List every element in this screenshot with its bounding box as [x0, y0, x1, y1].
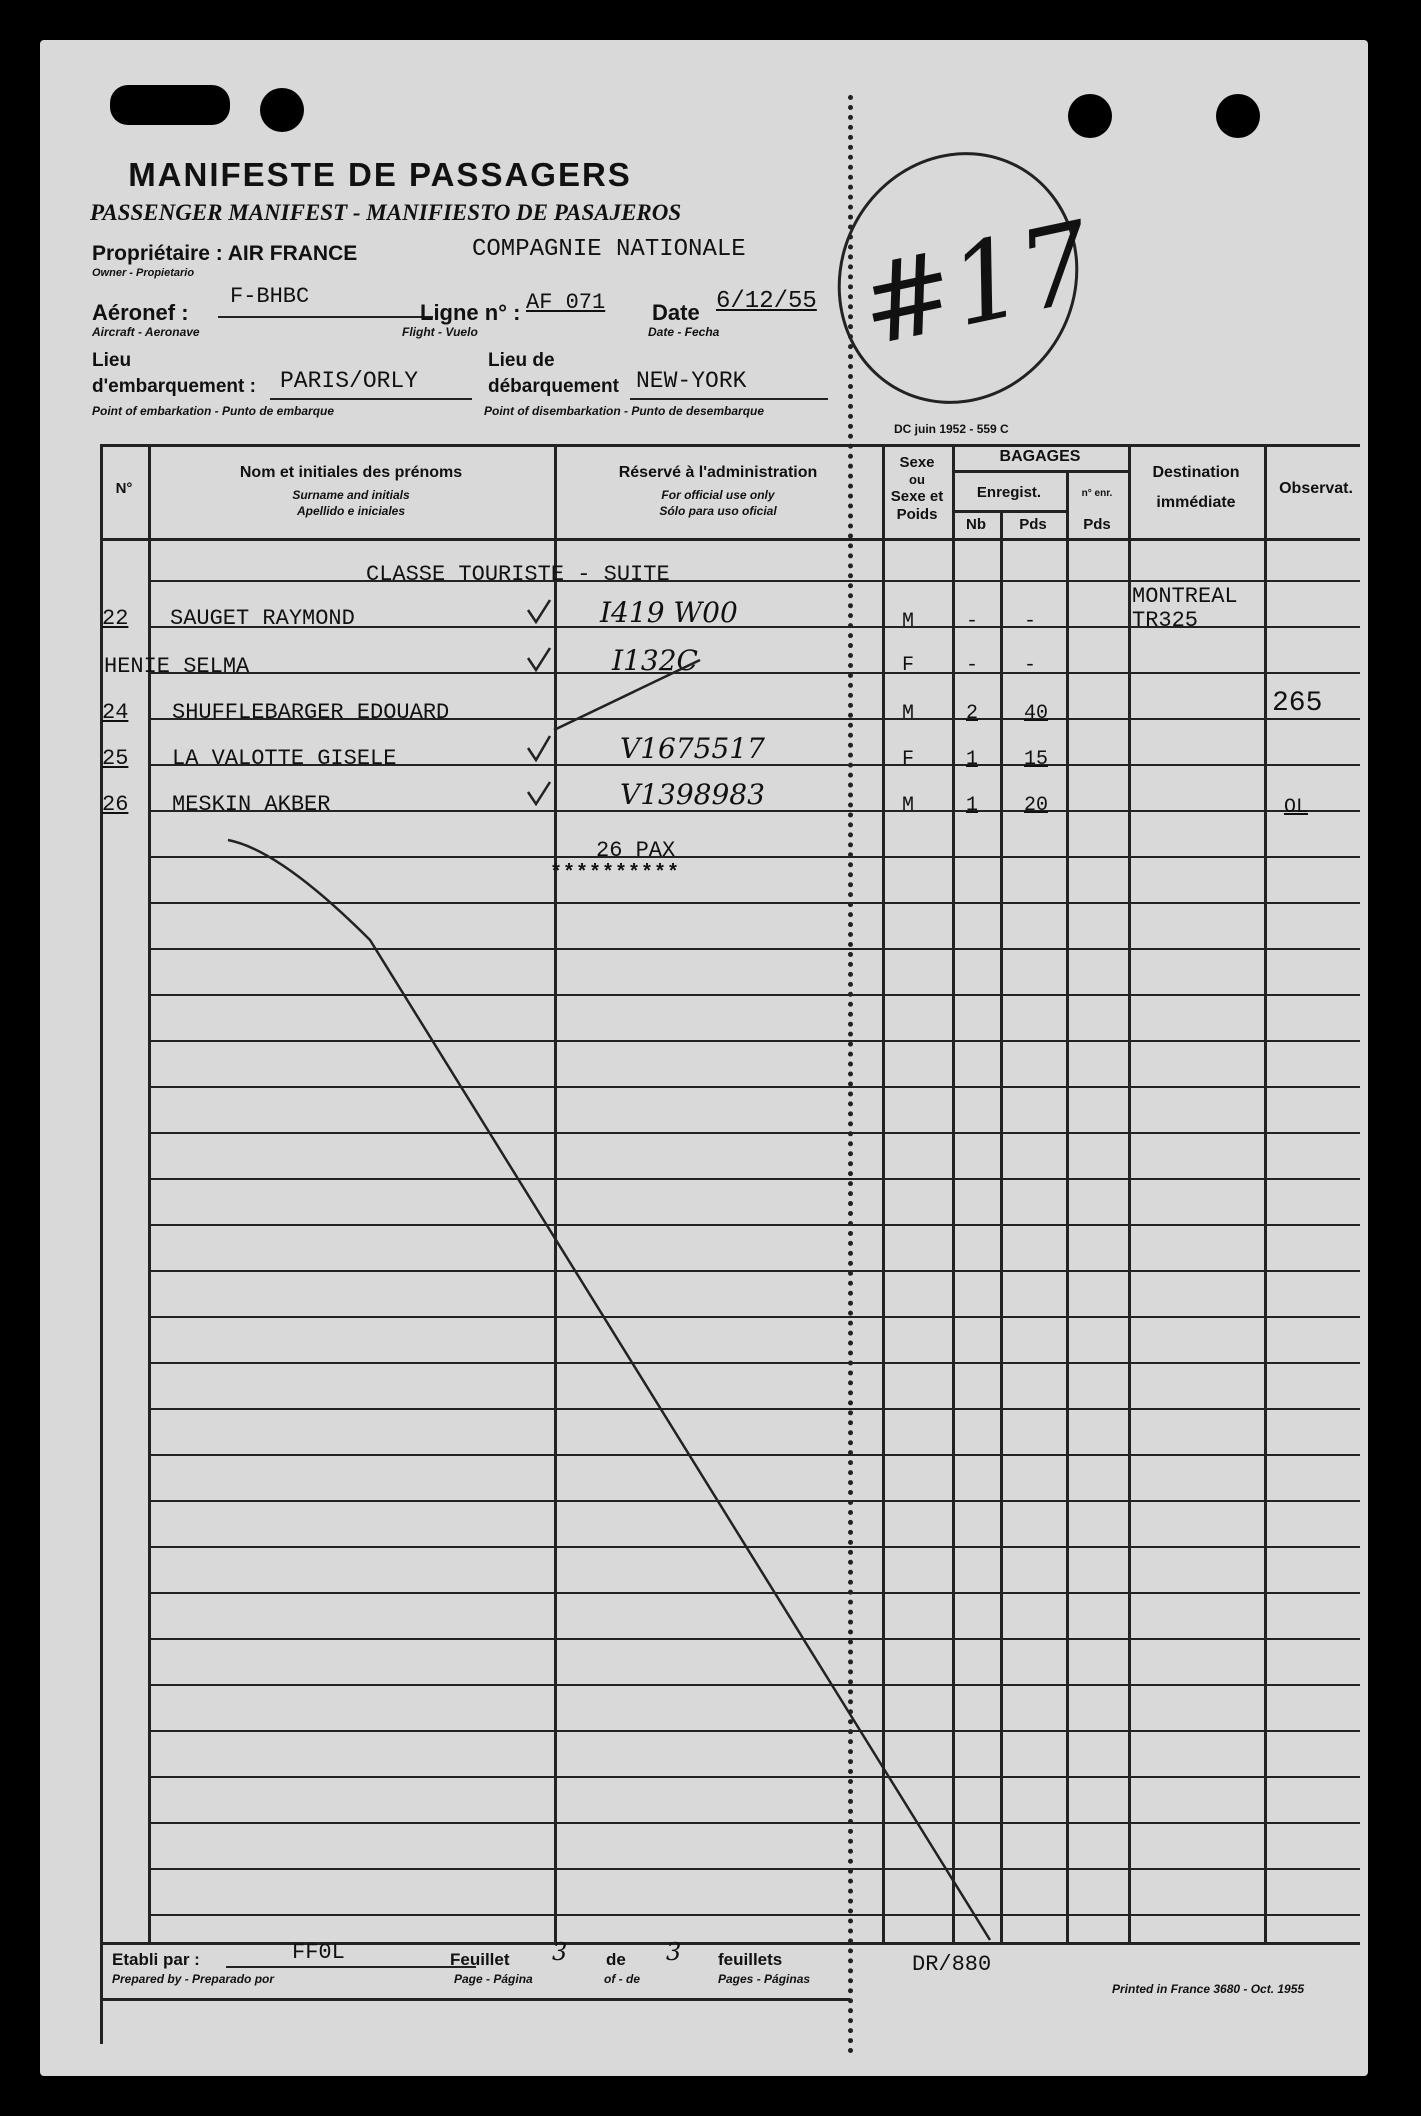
aircraft-sub: Aircraft - Aeronave [92, 325, 200, 339]
embark-sub: Point of embarkation - Punto de embarque [92, 404, 335, 418]
col-header-obs: Observat. [1279, 480, 1353, 497]
diagonal-strike-line [228, 840, 990, 1940]
section-label: CLASSE TOURISTE - SUITE [366, 562, 670, 587]
row-no: 26 [102, 792, 129, 817]
col-header-dest-2: immédiate [1156, 494, 1236, 511]
row-admin: V1675517 [620, 732, 765, 765]
row-pds: 40 [1024, 702, 1049, 725]
page-subtitle: PASSENGER MANIFEST - MANIFIESTO DE PASAJEROS [90, 200, 682, 225]
row-no: 25 [102, 746, 129, 771]
of-sub: of - de [604, 1972, 640, 1986]
date-value: 6/12/55 [716, 288, 817, 315]
row-dest-2: TR325 [1132, 608, 1199, 633]
row-sex: F [902, 748, 915, 771]
embark-label-1: Lieu [92, 350, 132, 371]
col-header-name-sub1: Surname and initials [292, 488, 410, 502]
row-pds: 15 [1024, 748, 1049, 771]
col-header-nenr: n° enr. [1081, 488, 1113, 499]
date-label: Date [652, 300, 700, 325]
row-sex: F [902, 654, 915, 677]
col-header-admin: Réservé à l'administration [618, 464, 818, 481]
sheets-label: feuillets [718, 1950, 783, 1969]
reference-number: DR/880 [912, 1952, 992, 1977]
form-code: DC juin 1952 - 559 C [894, 422, 1009, 436]
row-sex: M [902, 794, 915, 817]
row-nb: - [966, 610, 979, 633]
col-header-dest-1: Destination [1152, 464, 1240, 481]
row-obs: 265 [1272, 688, 1323, 719]
owner-value: COMPAGNIE NATIONALE [472, 236, 746, 263]
date-sub: Date - Fecha [648, 325, 720, 339]
printed-note: Printed in France 3680 - Oct. 1955 [1112, 1982, 1305, 1996]
col-header-no: N° [115, 480, 133, 497]
row-nb: 1 [966, 794, 979, 817]
total-pax: 26 PAX [596, 838, 676, 863]
col-header-sex-1: Sexe [899, 454, 935, 471]
sheet-label: Feuillet [450, 1950, 510, 1969]
row-name: LA VALOTTE GISELE [172, 746, 397, 771]
prepared-value: FF0L [292, 1940, 345, 1965]
col-header-name: Nom et initiales des prénoms [239, 464, 463, 481]
col-header-admin-sub2: Sólo para uso oficial [659, 504, 777, 518]
row-admin: I419 W00 [600, 596, 738, 629]
sheet-sub: Page - Página [454, 1972, 533, 1986]
disembark-value: NEW-YORK [636, 368, 747, 394]
page-title: MANIFESTE DE PASSAGERS [128, 156, 632, 193]
row-admin: I132C [612, 644, 698, 677]
row-sex: M [902, 702, 915, 725]
flight-value: AF 071 [526, 290, 606, 315]
embark-label-2: d'embarquement : [92, 376, 256, 397]
col-header-sex-2: ou [909, 472, 925, 487]
row-pds: - [1024, 654, 1037, 677]
disembark-label-2: débarquement [488, 376, 619, 397]
prepared-underline [226, 1966, 476, 1968]
owner-sub: Owner - Propietario [92, 267, 195, 279]
total-stars: ********** [550, 862, 681, 885]
row-no: 24 [102, 700, 129, 725]
row-obs: OL [1284, 796, 1309, 819]
prepared-label: Etabli par : [112, 1950, 200, 1969]
col-header-pds: Pds [1019, 516, 1047, 533]
check-mark [528, 782, 550, 804]
row-nb: - [966, 654, 979, 677]
row-name: SHUFFLEBARGER EDOUARD [172, 700, 450, 725]
col-header-nb: Nb [966, 516, 986, 533]
row-name: SAUGET RAYMOND [170, 606, 355, 631]
sheets-sub: Pages - Páginas [718, 1972, 811, 1986]
row-admin: V1398983 [620, 778, 765, 811]
manifest-sheet [40, 40, 1368, 2076]
sheet-value: 3 [552, 1938, 568, 1966]
col-header-name-sub2: Apellido e iniciales [296, 504, 406, 518]
row-nb: 2 [966, 702, 979, 725]
of-value: 3 [666, 1938, 682, 1966]
handwritten-marks [40, 40, 1368, 2076]
check-mark [528, 600, 550, 622]
col-header-sex-3: Sexe et [890, 488, 944, 505]
col-header-enregist: Enregist. [976, 484, 1042, 501]
connector-line [554, 660, 700, 730]
flight-sub: Flight - Vuelo [402, 325, 478, 339]
of-label: de [606, 1950, 626, 1969]
col-header-bagages: BAGAGES [999, 448, 1081, 465]
col-header-pds2: Pds [1083, 516, 1111, 533]
aircraft-value: F-BHBC [230, 284, 310, 309]
col-header-sex-4: Poids [896, 506, 938, 523]
aircraft-label: Aéronef : [92, 300, 189, 325]
check-mark [528, 736, 550, 760]
stamp-number: #17 [849, 197, 1103, 371]
disembark-sub: Point of disembarkation - Punto de desembarque [484, 404, 765, 418]
disembark-label-1: Lieu de [488, 350, 555, 371]
owner-label: Propriétaire : AIR FRANCE [92, 242, 358, 265]
check-mark [528, 648, 550, 670]
row-sex: M [902, 610, 915, 633]
flight-label: Ligne n° : [420, 300, 521, 325]
row-nb: 1 [966, 748, 979, 771]
col-header-admin-sub1: For official use only [661, 488, 775, 502]
footer-bottom-line [100, 1998, 850, 2001]
row-pds: - [1024, 610, 1037, 633]
row-dest: MONTREAL [1132, 584, 1238, 609]
prepared-sub: Prepared by - Preparado por [112, 1972, 275, 1986]
row-name: MESKIN AKBER [172, 792, 331, 817]
row-name: HENIE SELMA [104, 654, 250, 679]
row-pds: 20 [1024, 794, 1049, 817]
embark-value: PARIS/ORLY [280, 368, 419, 394]
row-no: 22 [102, 606, 129, 631]
